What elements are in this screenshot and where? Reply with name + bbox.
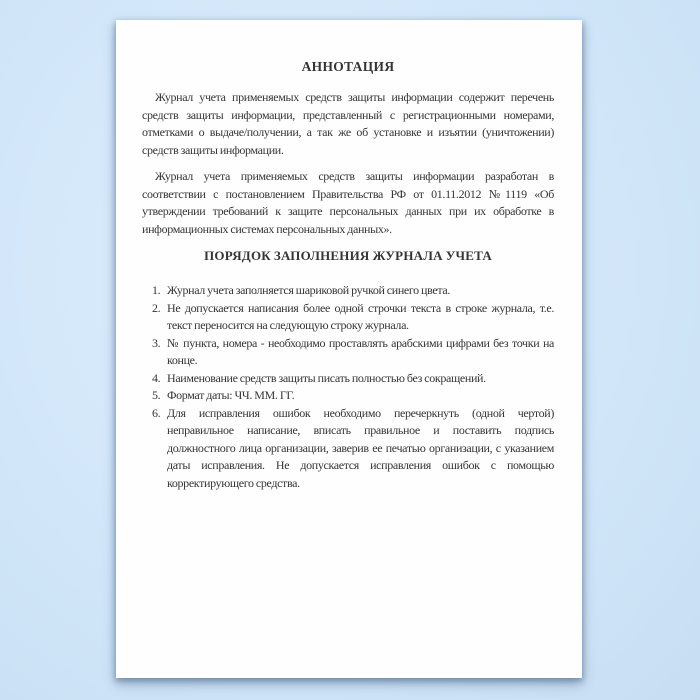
- document-content: [116, 20, 582, 678]
- list-item: [142, 335, 554, 370]
- list-item: [142, 370, 554, 388]
- document-page: [116, 20, 582, 678]
- list-item: [142, 300, 554, 335]
- annotation-title: АННОТАЦИЯ: [301, 59, 395, 74]
- list-item: [142, 282, 554, 300]
- paragraph-annotation-2: Журнал учета применяемых средств защиты информации разработан в соответствии с постановлением Правительства РФ от 01.11.2012 №1119 «Об утверждении требований к защите персональных данных при их обработке в информационных системах персональных данных».: [142, 169, 554, 236]
- paragraph-annotation-1: Журнал учета применяемых средств защиты информации содержит перечень средств защиты информации, представленный с регистрационными номерами, отметками о выдаче/получении, а так же об установке и изъятии (уничтожении) средств защиты информации.: [142, 90, 554, 157]
- list-item-text: Наименование средств защиты писать полностью без сокращений.: [167, 370, 486, 385]
- list-item-text: Не допускается написания более одной строчки текста в строке журнала, т.е. текст переносится на следующую строку журнала.: [167, 300, 554, 332]
- list-item-text: Журнал учета заполняется шариковой ручкой синего цвета.: [167, 283, 451, 297]
- list-item-number: 1.: [152, 283, 161, 297]
- list-item: [142, 387, 554, 405]
- instructions-list: [142, 282, 554, 492]
- list-item-number: 4.: [152, 370, 161, 385]
- list-item-text: № пункта, номера - необходимо проставлять арабскими цифрами без точки на конце.: [167, 335, 554, 367]
- list-item-text: Для исправления ошибок необходимо перечеркнуть (одной чертой) неправильное написание, вписать правильное и поставить подпись должностного лица организации, заверив ее печатью организации, с указанием даты исправления. Не допускается исправления ошибок с помощью корректирующего средства.: [167, 405, 554, 490]
- list-item-text: Формат даты: ЧЧ. ММ. ГГ.: [167, 388, 295, 402]
- list-item: [142, 405, 554, 493]
- list-item-number: 3.: [152, 335, 161, 350]
- list-item-number: 5.: [152, 388, 161, 402]
- list-item-number: 2.: [152, 300, 161, 315]
- section-heading: ПОРЯДОК ЗАПОЛНЕНИЯ ЖУРНАЛА УЧЕТА: [204, 248, 492, 263]
- list-item-number: 6.: [152, 405, 161, 420]
